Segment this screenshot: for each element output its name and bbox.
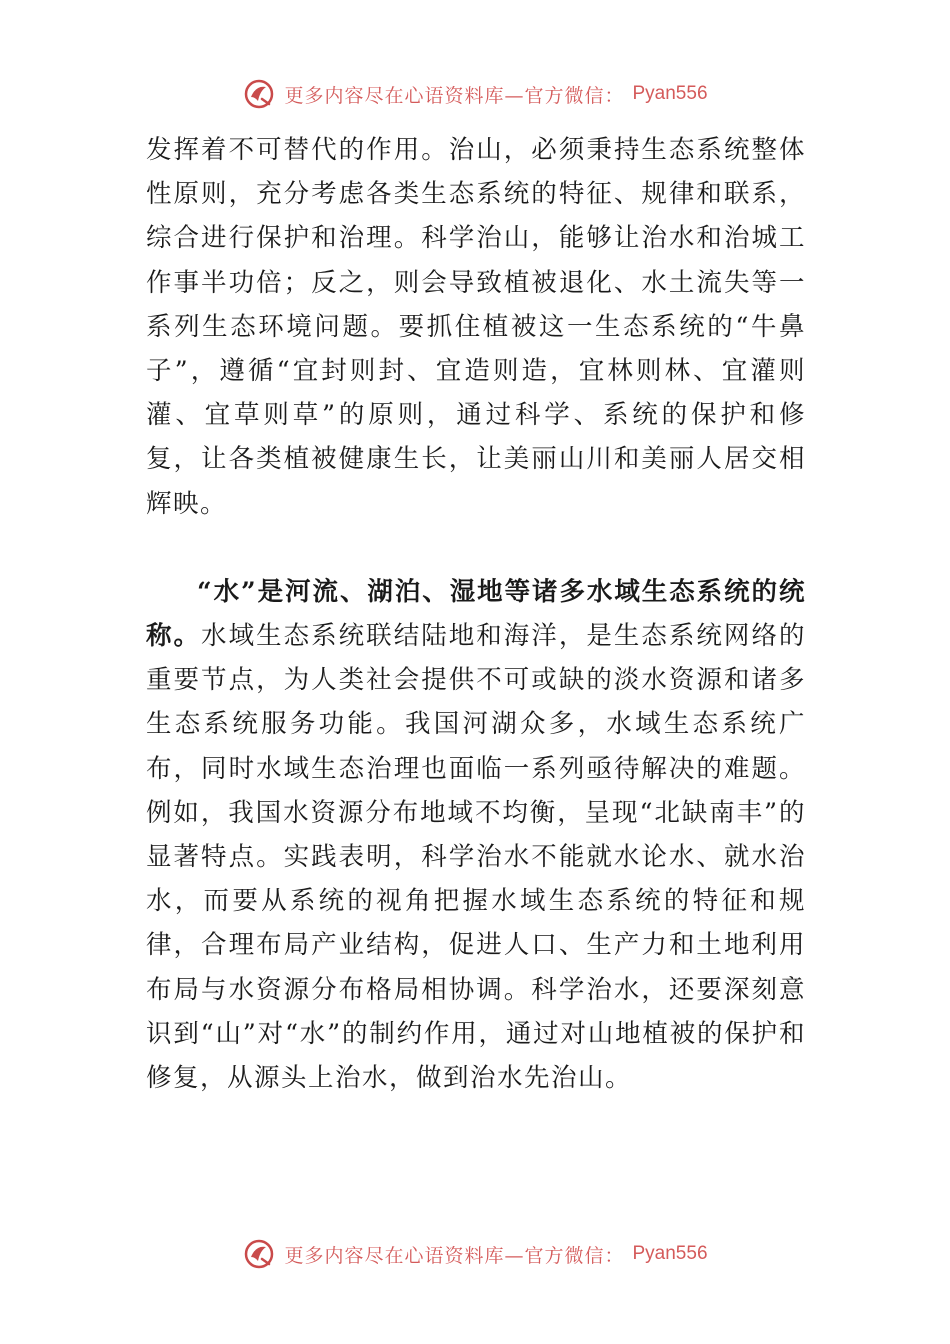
paragraph-text: 发挥着不可替代的作用。治山，必须秉持生态系统整体性原则，充分考虑各类生态系统的特征、规律和联系，综合进行保护和治理。科学治山，能够让治水和治城工作事半功倍；反之，则会导致植被退化、水土流失等一系列生态环境问题。要抓住植被这一生态系统的“牛鼻子”，遵循“宜封则封、宜造则造，宜林则林、宜灌则灌、宜草则草”的原则，通过科学、系统的保护和修复，让各类植被健康生长，让美丽山川和美丽人居交相辉映。 (146, 135, 806, 519)
document-body (146, 128, 806, 1100)
watermark-wechat-id: Pyan556 (632, 1243, 708, 1264)
paragraph-water (146, 570, 806, 1100)
footer-watermark (0, 1232, 950, 1276)
watermark-text: 更多内容尽在心语资料库—官方微信： (284, 84, 625, 107)
paragraph-text: 水域生态系统联结陆地和海洋，是生态系统网络的重要节点，为人类社会提供不可或缺的淡水资源和诸多生态系统服务功能。我国河湖众多，水域生态系统广布，同时水域生态治理也面临一系列亟待解决的难题。例如，我国水资源分布地域不均衡，呈现“北缺南丰”的显著特点。实践表明，科学治水不能就水论水、就水治水，而要从系统的视角把握水域生态系统的特征和规律，合理布局产业结构，促进人口、生产力和土地利用布局与水资源分布格局相协调。科学治水，还要深刻意识到“山”对“水”的制约作用，通过对山地植被的保护和修复，从源头上治水，做到治水先治山。 (146, 621, 806, 1094)
header-watermark (0, 72, 950, 116)
watermark-text: 更多内容尽在心语资料库—官方微信： (284, 1244, 625, 1267)
heart-logo-icon (242, 1237, 276, 1271)
watermark-wechat-id: Pyan556 (632, 83, 708, 104)
heart-logo-icon (242, 77, 276, 111)
paragraph-mountain (146, 128, 806, 526)
paragraph-lead-sentence: “水”是河流、湖泊、湿地等诸多水域生态系统的统称。 (146, 576, 806, 652)
